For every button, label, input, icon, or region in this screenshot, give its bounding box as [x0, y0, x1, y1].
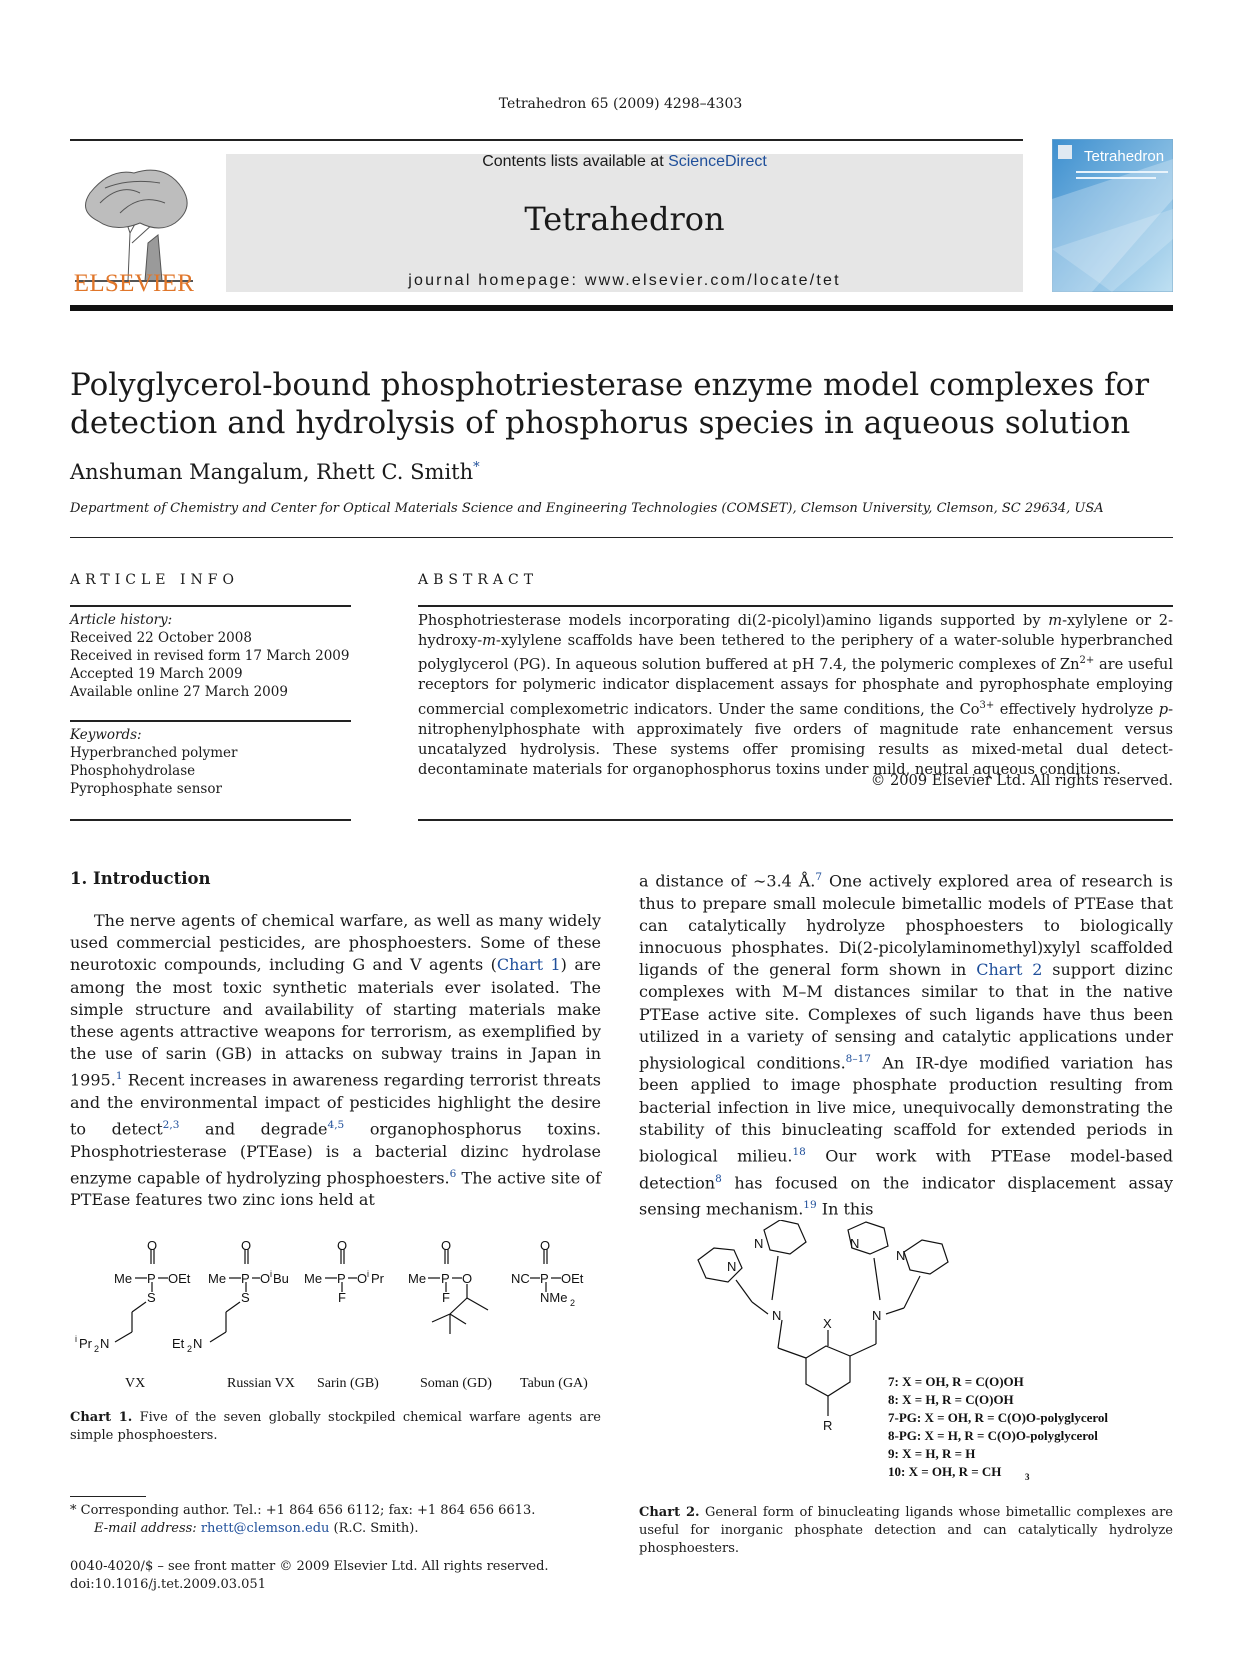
section-heading: 1. Introduction: [70, 869, 211, 888]
compound-name: Russian VX: [227, 1376, 295, 1391]
atom-label: R: [823, 1418, 833, 1433]
email-link[interactable]: rhett@clemson.edu: [200, 1521, 330, 1536]
corresponding-author-footnote: * Corresponding author. Tel.: +1 864 656 6112; fax: +1 864 656 6613. E-mail address: rhett@clemson.edu (R.C. Smith).: [70, 1503, 536, 1536]
article-title: Polyglycerol-bound phosphotriesterase enzyme model complexes for detection and hydrolysis of phosphorus species in aqueous solution: [70, 367, 1150, 441]
chart1-caption: Chart 1. Five of the seven globally stockpiled chemical warfare agents are simple phosphoesters.: [70, 1410, 601, 1443]
abstract-heading: ABSTRACT: [418, 572, 539, 588]
atom-label: S: [241, 1290, 250, 1305]
atom-label: P: [337, 1271, 346, 1286]
ref-link[interactable]: 4,5: [327, 1119, 345, 1132]
atom-label: OEt: [561, 1271, 584, 1286]
atom-label: P: [147, 1271, 156, 1286]
divider: [70, 605, 351, 607]
legend-entry: 7-PG: X = OH, R = C(O)O-polyglycerol: [888, 1410, 1109, 1425]
atom-label: N: [193, 1336, 203, 1351]
journal-title: Tetrahedron: [524, 200, 725, 238]
header-top-rule: [70, 139, 1023, 141]
corresponding-author-mark[interactable]: *: [473, 460, 480, 475]
atom-label: N: [896, 1248, 906, 1263]
divider: [70, 720, 351, 722]
atom-label: 2: [570, 1298, 576, 1308]
atom-label: N: [727, 1259, 737, 1274]
abstract-copyright: © 2009 Elsevier Ltd. All rights reserved.: [870, 772, 1173, 789]
atom-label: Me: [408, 1271, 427, 1286]
ref-link[interactable]: 1: [115, 1070, 123, 1083]
atom-label: OEt: [168, 1271, 191, 1286]
atom-label: S: [147, 1290, 156, 1305]
legend-entry: 8-PG: X = H, R = C(O)O-polyglycerol: [888, 1428, 1098, 1443]
keyword: Hyperbranched polymer: [70, 745, 238, 761]
ref-link[interactable]: 18: [792, 1146, 806, 1159]
contents-line: [226, 153, 1023, 171]
affiliation: Department of Chemistry and Center for Optical Materials Science and Engineering Technologies (COMSET), Clemson University, Clemson, SC 29634, USA: [70, 501, 1104, 516]
atom-label: N: [872, 1308, 882, 1323]
compound-name: Soman (GD): [420, 1376, 492, 1391]
atom-label: F: [338, 1290, 346, 1305]
footnote-rule: [70, 1496, 146, 1497]
chart2-caption: Chart 2. General form of binucleating ligands whose bimetallic complexes are useful for inorganic phosphate detection and can catalytically hydrolyze phosphoesters.: [639, 1505, 1173, 1556]
contents-prefix: Contents lists available at: [482, 153, 669, 170]
divider: [418, 819, 1173, 821]
atom-label: i: [270, 1269, 272, 1279]
chart1-structures: [70, 1236, 610, 1396]
atom-label: Me: [208, 1271, 227, 1286]
chart2-link[interactable]: Chart 2: [976, 960, 1043, 980]
atom-label: P: [441, 1271, 450, 1286]
cover-title: Tetrahedron: [1084, 148, 1165, 165]
ref-link[interactable]: 19: [803, 1199, 817, 1212]
keyword: Phosphohydrolase: [70, 763, 196, 779]
chart1-label: Chart 1.: [70, 1410, 133, 1425]
atom-label: i: [367, 1269, 369, 1279]
elsevier-wordmark: ELSEVIER: [73, 270, 195, 297]
legend-entry: 7: X = OH, R = C(O)OH: [888, 1374, 1024, 1389]
atom-label: i: [75, 1334, 77, 1344]
sciencedirect-link[interactable]: ScienceDirect: [668, 153, 767, 170]
atom-label: P: [540, 1271, 549, 1286]
atom-label: O: [241, 1238, 252, 1253]
legend-subscript: 3: [1025, 1472, 1030, 1482]
atom-label: O: [462, 1271, 473, 1286]
ref-link[interactable]: 6: [449, 1167, 457, 1180]
atom-label: Pr: [371, 1271, 384, 1286]
atom-label: O: [441, 1238, 452, 1253]
legend-entry: 9: X = H, R = H: [888, 1446, 976, 1461]
ref-link[interactable]: 8–17: [845, 1052, 871, 1065]
atom-label: Bu: [273, 1271, 289, 1286]
atom-label: O: [260, 1271, 271, 1286]
doi-line[interactable]: doi:10.1016/j.tet.2009.03.051: [70, 1577, 266, 1592]
atom-label: NMe: [540, 1290, 568, 1305]
legend-entry: 10: X = OH, R = CH: [888, 1464, 1002, 1479]
atom-label: Me: [114, 1271, 133, 1286]
compound-name: Sarin (GB): [317, 1376, 379, 1391]
atom-label: NC: [511, 1271, 530, 1286]
chart1-link[interactable]: Chart 1: [496, 955, 561, 975]
ref-link[interactable]: 8: [715, 1172, 722, 1185]
keywords-label: Keywords:: [70, 727, 142, 743]
legend-entry: 8: X = H, R = C(O)OH: [888, 1392, 1014, 1407]
ref-link[interactable]: 7: [815, 871, 823, 883]
intro-right-column: a distance of ∼3.4 Å.$^7$ One actively explored area of research is thus to prepare small molecule bimetallic models of PTEase that can catalytically hydrolyze phosphoesters to biologically innocuous phosphates. Di(2-picolylaminomethyl)xylyl scaffolded ligands of the general form shown in Chart 2 support dizinc complexes with M–M distances similar to that in the native PTEase active site. Complexes of such ligands have thus been utilized in a variety of sensing and catalytic applications under physiological conditions.$^{8-17}$ An IR-dye modified variation has been applied to image phosphate production resulting from bacterial infection in live mice, unequivocally demonstrating the stability of this binucleating scaffold for extended periods in biological milieu.$^{18}$ Our work with PTEase model-based detection$^8$ has focused on the indicator displacement assay sensing mechanism.$^{19}$ In this: [639, 871, 1174, 1219]
keywords: [70, 726, 237, 798]
authors: Anshuman Mangalum, Rhett C. Smith: [70, 460, 474, 484]
keyword: Pyrophosphate sensor: [70, 781, 222, 797]
chart2-structure: [690, 1220, 1130, 1490]
atom-label: Pr: [79, 1336, 92, 1351]
atom-label: O: [540, 1238, 551, 1253]
journal-homepage[interactable]: journal homepage: www.elsevier.com/locate/tet: [408, 272, 841, 289]
atom-label: O: [337, 1238, 348, 1253]
atom-label: N: [100, 1336, 110, 1351]
article-info-heading: ARTICLE INFO: [70, 572, 239, 588]
atom-label: Et: [172, 1336, 185, 1351]
ref-link[interactable]: 2,3: [162, 1119, 180, 1132]
atom-label: F: [442, 1290, 450, 1305]
atom-label: N: [772, 1308, 782, 1323]
atom-label: O: [357, 1271, 368, 1286]
history-received: Received 22 October 2008: [70, 630, 252, 646]
author-list: [70, 460, 480, 484]
history-accepted: Accepted 19 March 2009: [70, 666, 243, 682]
divider: [70, 819, 351, 821]
front-matter: [70, 1558, 549, 1594]
atom-label: 2: [187, 1344, 193, 1354]
atom-label: Me: [304, 1271, 323, 1286]
divider: [70, 537, 1173, 538]
compound-name: VX: [125, 1376, 146, 1391]
abstract-text: Phosphotriesterase models incorporating di(2-picolyl)amino ligands supported by m-xylylene or 2-hydroxy-m-xylylene scaffolds have been tethered to the periphery of a water-soluble hyperbranched polyglycerol (PG). In aqueous solution buffered at pH 7.4, the polymeric complexes of $Zn^{2+}$ are useful receptors for polymeric indicator displacement assays for phosphate and pyrophosphate employing commercial complexometric indicators. Under the same conditions, the $Co^{3+}$ effectively hydrolyze p-nitrophenylphosphate with approximately five orders of magnitude rate enhancement versus uncatalyzed hydrolysis. These systems offer promising results as mixed-metal dual detect-decontaminate materials for organophosphorus toxins under mild, neutral aqueous conditions.: [418, 612, 1173, 779]
intro-left-column: The nerve agents of chemical warfare, as well as many widely used commercial pesticides, are phosphoesters. Some of these neurotoxic compounds, including G and V agents (Chart 1) are among the most toxic synthetic materials ever isolated. The simple structure and availability of starting materials make these agents attractive weapons for terrorism, as exemplified by the use of sarin (GB) in attacks on subway trains in Japan in 1995.$^1$ Recent increases in awareness regarding terrorist threats and the environmental impact of pesticides highlight the desire to detect$^{2,3}$ and degrade$^{4,5}$ organophosphorus toxins. Phosphotriesterase (PTEase) is a bacterial dizinc hydrolase enzyme capable of hydrolyzing phosphoesters.$^6$ The active site of PTEase features two zinc ions held at: [70, 911, 601, 1210]
header-bottom-rule: [70, 305, 1173, 311]
divider: [418, 605, 1173, 607]
history-label: Article history:: [70, 612, 173, 628]
compound-name: Tabun (GA): [520, 1376, 588, 1391]
atom-label: N: [850, 1236, 860, 1251]
atom-label: N: [754, 1236, 764, 1251]
atom-label: 2: [94, 1344, 100, 1354]
history-online: Available online 27 March 2009: [70, 684, 288, 700]
history-revised: Received in revised form 17 March 2009: [70, 648, 350, 664]
journal-citation: Tetrahedron 65 (2009) 4298–4303: [498, 96, 743, 112]
atom-label: X: [823, 1316, 832, 1331]
chart2-label: Chart 2.: [639, 1505, 700, 1520]
atom-label: O: [147, 1238, 158, 1253]
issn-line: 0040-4020/$ – see front matter © 2009 Elsevier Ltd. All rights reserved.: [70, 1559, 549, 1574]
article-history: [70, 611, 349, 701]
journal-cover-thumbnail: [1052, 139, 1173, 292]
atom-label: P: [241, 1271, 250, 1286]
